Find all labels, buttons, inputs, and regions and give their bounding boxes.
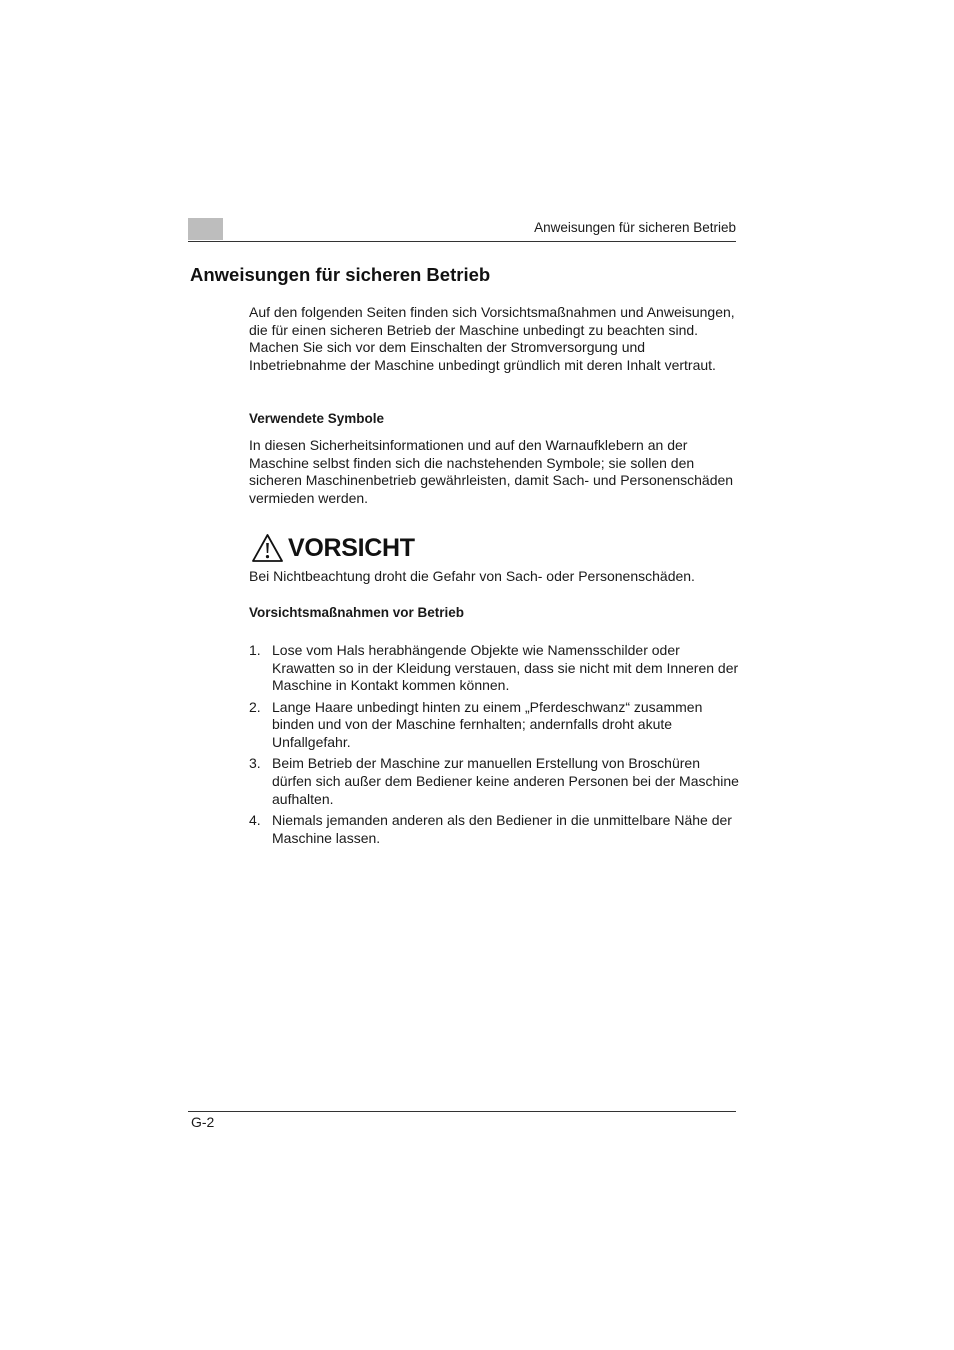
symbols-paragraph: In diesen Sicherheitsinformationen und auf den Warnaufklebern an der Maschine selbst finden sich die nachstehenden Symbole; sie sollen den sicheren Maschinenbetrieb gewährleisten, damit Sach- und Personenschäden vermieden werden. xyxy=(249,437,734,507)
header-divider xyxy=(188,241,736,242)
running-header-title: Anweisungen für sicheren Betrieb xyxy=(534,220,736,235)
precautions-heading: Vorsichtsmaßnahmen vor Betrieb xyxy=(249,605,465,620)
footer-divider xyxy=(188,1111,736,1112)
list-item-number: 3. xyxy=(249,755,261,772)
precautions-list xyxy=(249,642,739,851)
list-item-text: Beim Betrieb der Maschine zur manuellen Erstellung von Broschüren dürfen sich außer dem Bediener keine anderen Personen bei der Maschine aufhalten. xyxy=(272,755,739,807)
caution-label: VORSICHT xyxy=(288,533,415,562)
page-number: G-2 xyxy=(191,1114,215,1130)
list-item-text: Lose vom Hals herabhängende Objekte wie Namensschilder oder Krawatten so in der Kleidung verstauen, dass sie nicht mit dem Inneren der Maschine in Kontakt kommen können. xyxy=(272,642,739,694)
list-item-number: 2. xyxy=(249,698,261,715)
caution-banner xyxy=(251,531,415,565)
list-item-number: 1. xyxy=(249,642,261,658)
intro-paragraph: Auf den folgenden Seiten finden sich Vorsichtsmaßnahmen und Anweisungen, die für einen sicheren Betrieb der Maschine unbedingt zu beachten sind. Machen Sie sich vor dem Einschalten der Stromversorgung und Inbetriebnahme der Maschine unbedingt gründlich mit deren Inhalt vertraut. xyxy=(249,304,735,374)
list-item xyxy=(249,699,739,752)
symbols-heading: Verwendete Symbole xyxy=(249,411,385,426)
list-item xyxy=(249,642,739,695)
list-item xyxy=(249,755,739,808)
list-item xyxy=(249,812,739,847)
caution-text: Bei Nichtbeachtung droht die Gefahr von Sach- oder Personenschäden. xyxy=(249,568,695,584)
list-item-text: Niemals jemanden anderen als den Bediener in die unmittelbare Nähe der Maschine lassen. xyxy=(272,811,732,846)
list-item-text: Lange Haare unbedingt hinten zu einem „Pferdeschwanz“ zusammen binden und von der Maschine fernhalten; andernfalls droht akute Unfallgefahr. xyxy=(272,698,703,751)
page-title: Anweisungen für sicheren Betrieb xyxy=(190,264,491,285)
chapter-tab-marker xyxy=(188,218,223,240)
list-item-number: 4. xyxy=(249,811,261,828)
warning-triangle-icon xyxy=(251,533,284,563)
